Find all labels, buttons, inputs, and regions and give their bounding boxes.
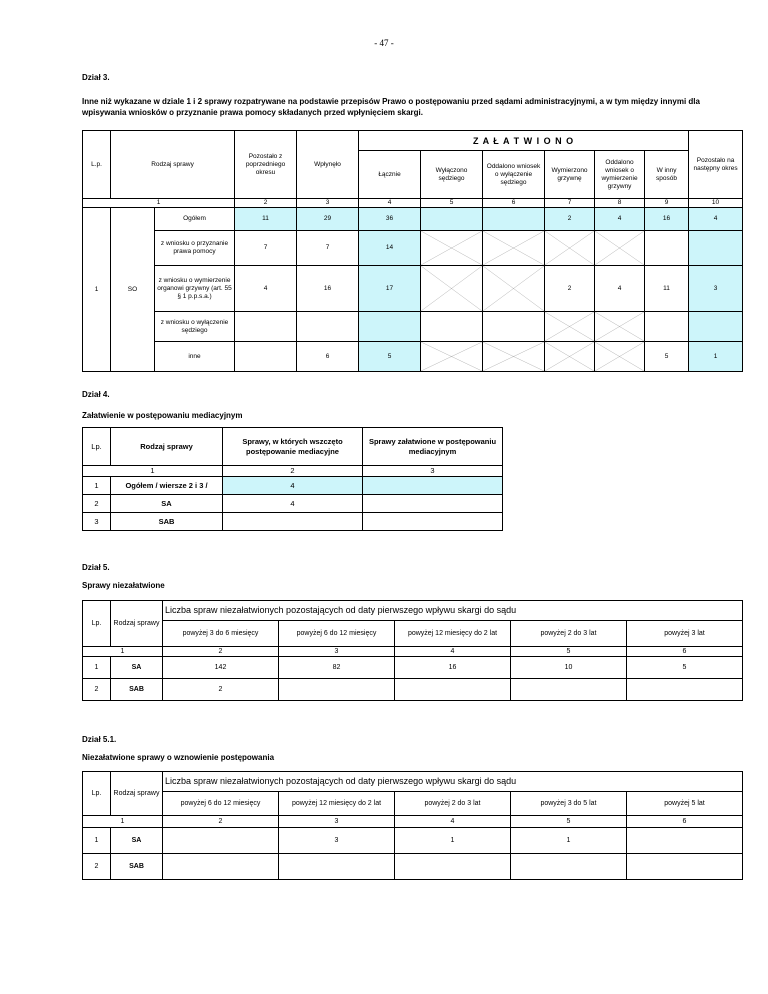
d4-h-wszczeto: Sprawy, w których wszczęto postępowanie mediacyjne [223, 428, 363, 466]
d51-r0-v4: 1 [511, 828, 627, 854]
d51-n5: 5 [511, 816, 627, 828]
d3-r0-c8: 4 [595, 208, 645, 231]
d3-r2-c7: 2 [545, 266, 595, 312]
d3-r1-x5 [421, 231, 483, 266]
dzial4-subtitle: Załatwienie w postępowaniu mediacyjnym [82, 411, 243, 420]
d3-r2-x6 [483, 266, 545, 312]
d4-n1: 1 [83, 466, 223, 477]
d51-r1-v4 [511, 854, 627, 880]
d5-r1-label: SAB [111, 679, 163, 701]
d3-h-lacznie: Łącznie [359, 151, 421, 199]
d3-h-rodzaj: Rodzaj sprawy [111, 131, 235, 199]
d4-r1-label: SA [111, 495, 223, 513]
d51-h-p2: powyżej 12 miesięcy do 2 lat [279, 792, 395, 816]
d5-r1-v1: 2 [163, 679, 279, 701]
d3-r4-c3: 6 [297, 342, 359, 372]
dzial5-table [82, 600, 743, 701]
d3-h-pozostalo-na: Pozostało na następny okres [689, 131, 743, 199]
d51-r1-v1 [163, 854, 279, 880]
d51-h-lp: Lp. [83, 772, 111, 816]
d3-r0-c5 [421, 208, 483, 231]
d51-r1-v2 [279, 854, 395, 880]
dzial5-title: Dział 5. [82, 563, 110, 572]
d3-r1-c9 [645, 231, 689, 266]
d5-n2: 2 [163, 647, 279, 657]
d3-r1-x6 [483, 231, 545, 266]
d5-r0-lp: 1 [83, 657, 111, 679]
d3-r3-label: z wniosku o wyłączenie sędziego [155, 312, 235, 342]
d5-r0-v1: 142 [163, 657, 279, 679]
d3-r1-c2: 7 [235, 231, 297, 266]
d5-h-p1: powyżej 3 do 6 miesięcy [163, 621, 279, 647]
d4-r1-lp: 2 [83, 495, 111, 513]
d3-r3-c10 [689, 312, 743, 342]
d3-r1-c3: 7 [297, 231, 359, 266]
d5-n1: 1 [83, 647, 163, 657]
d3-n9: 9 [645, 199, 689, 208]
d3-r4-c9: 5 [645, 342, 689, 372]
d3-h-wymierzono: Wymierzono grzywnę [545, 151, 595, 199]
d4-r0-c3 [363, 477, 503, 495]
d3-h-lp: L.p. [83, 131, 111, 199]
d3-r0-c10: 4 [689, 208, 743, 231]
dzial3-table [82, 130, 743, 372]
d4-r2-label: SAB [111, 513, 223, 531]
d5-r1-lp: 2 [83, 679, 111, 701]
d5-r0-v5: 5 [627, 657, 743, 679]
d3-h-wplynelo: Wpłynęło [297, 131, 359, 199]
d3-h-zalatwiono: Z A Ł A T W I O N O [359, 131, 689, 151]
d3-n10: 10 [689, 199, 743, 208]
d4-h-lp: Lp. [83, 428, 111, 466]
d3-r4-x7 [545, 342, 595, 372]
d3-n7: 7 [545, 199, 595, 208]
d5-h-p2: powyżej 6 do 12 miesięcy [279, 621, 395, 647]
d51-r0-lp: 1 [83, 828, 111, 854]
d51-r1-v3 [395, 854, 511, 880]
d3-r0-c7: 2 [545, 208, 595, 231]
d3-r0-c4: 36 [359, 208, 421, 231]
d3-r4-c4: 5 [359, 342, 421, 372]
d3-h-wylaczono: Wyłączono sędziego [421, 151, 483, 199]
d3-r2-c4: 17 [359, 266, 421, 312]
d51-n2: 2 [163, 816, 279, 828]
d3-r0-c6 [483, 208, 545, 231]
d4-h-rodzaj: Rodzaj sprawy [111, 428, 223, 466]
d5-r0-v2: 82 [279, 657, 395, 679]
dzial3-subtitle: Inne niż wykazane w dziale 1 i 2 sprawy rozpatrywane na podstawie przepisów Prawo o postępowaniu przed sądami administracyjnymi, a w tym między innymi dla wpisywania wniosków o przyznanie prawa pomocy składanych przed wpłynięciem skargi. [82, 97, 700, 117]
page-number: - 47 - [374, 38, 394, 48]
d3-r2-x5 [421, 266, 483, 312]
d5-r0-v4: 10 [511, 657, 627, 679]
d3-r3-x7 [545, 312, 595, 342]
d3-r3-c6 [483, 312, 545, 342]
d3-r0-label: Ogółem [155, 208, 235, 231]
d3-n3: 3 [297, 199, 359, 208]
d3-so: SO [111, 208, 155, 372]
d3-r2-c2: 4 [235, 266, 297, 312]
d3-r2-c10: 3 [689, 266, 743, 312]
d3-lp: 1 [83, 208, 111, 372]
d3-r1-x8 [595, 231, 645, 266]
d4-h-zalatwione: Sprawy załatwione w postępowaniu mediacyjnym [363, 428, 503, 466]
dzial5-subtitle: Sprawy niezałatwione [82, 581, 165, 590]
dzial51-table [82, 771, 743, 880]
d4-r2-c2 [223, 513, 363, 531]
d3-r3-c9 [645, 312, 689, 342]
d51-r1-v5 [627, 854, 743, 880]
d3-n2: 2 [235, 199, 297, 208]
d3-r4-c10: 1 [689, 342, 743, 372]
d51-r0-v1 [163, 828, 279, 854]
d3-r1-label: z wniosku o przyznanie prawa pomocy [155, 231, 235, 266]
d5-r0-v3: 16 [395, 657, 511, 679]
d3-n5: 5 [421, 199, 483, 208]
d3-r2-label: z wniosku o wymierzenie organowi grzywny (art. 55 § 1 p.p.s.a.) [155, 266, 235, 312]
d5-n5: 5 [511, 647, 627, 657]
d3-r2-c3: 16 [297, 266, 359, 312]
d3-n8: 8 [595, 199, 645, 208]
d3-r3-c5 [421, 312, 483, 342]
d3-r4-x8 [595, 342, 645, 372]
d3-r0-c9: 16 [645, 208, 689, 231]
d51-r0-v2: 3 [279, 828, 395, 854]
dzial4-title: Dział 4. [82, 390, 110, 399]
d4-n3: 3 [363, 466, 503, 477]
d3-n6: 6 [483, 199, 545, 208]
d5-h-lp: Lp. [83, 601, 111, 647]
d51-n6: 6 [627, 816, 743, 828]
d51-n1: 1 [83, 816, 163, 828]
d3-r2-c8: 4 [595, 266, 645, 312]
d51-n3: 3 [279, 816, 395, 828]
d3-h-inny: W inny sposób [645, 151, 689, 199]
d5-n4: 4 [395, 647, 511, 657]
d51-h-p3: powyżej 2 do 3 lat [395, 792, 511, 816]
d3-r3-x8 [595, 312, 645, 342]
d5-r1-v3 [395, 679, 511, 701]
d51-r0-v5 [627, 828, 743, 854]
d4-r1-c3 [363, 495, 503, 513]
d5-h-rodzaj: Rodzaj sprawy [111, 601, 163, 647]
d51-h-span: Liczba spraw niezałatwionych pozostających od daty pierwszego wpływu skargi do sądu [163, 772, 743, 792]
d4-r2-lp: 3 [83, 513, 111, 531]
d5-r1-v4 [511, 679, 627, 701]
d3-r3-c3 [297, 312, 359, 342]
d5-h-p5: powyżej 3 lat [627, 621, 743, 647]
dzial51-subtitle: Niezałatwione sprawy o wznowienie postępowania [82, 753, 275, 762]
dzial4-table [82, 427, 503, 531]
d51-n4: 4 [395, 816, 511, 828]
d5-r1-v2 [279, 679, 395, 701]
d3-r2-c9: 11 [645, 266, 689, 312]
d4-r1-c2: 4 [223, 495, 363, 513]
d3-r0-c2: 11 [235, 208, 297, 231]
d3-r1-x7 [545, 231, 595, 266]
d51-h-p4: powyżej 3 do 5 lat [511, 792, 627, 816]
d5-n6: 6 [627, 647, 743, 657]
d51-h-p5: powyżej 5 lat [627, 792, 743, 816]
d4-r0-label: Ogółem / wiersze 2 i 3 / [111, 477, 223, 495]
d5-r1-v5 [627, 679, 743, 701]
d4-r0-c2: 4 [223, 477, 363, 495]
d3-r4-x5 [421, 342, 483, 372]
d5-r0-label: SA [111, 657, 163, 679]
d4-r0-lp: 1 [83, 477, 111, 495]
d3-h-oddalono2: Oddalono wniosek o wymierzenie grzywny [595, 151, 645, 199]
dzial3-title: Dział 3. [82, 73, 110, 82]
d3-n1: 1 [83, 199, 235, 208]
d3-r1-c10 [689, 231, 743, 266]
d3-r4-c2 [235, 342, 297, 372]
d3-r4-x6 [483, 342, 545, 372]
d51-h-rodzaj: Rodzaj sprawy [111, 772, 163, 816]
d51-r1-label: SAB [111, 854, 163, 880]
d4-r2-c3 [363, 513, 503, 531]
d3-h-oddalono1: Oddalono wniosek o wyłączenie sędziego [483, 151, 545, 199]
d3-r3-c2 [235, 312, 297, 342]
d5-h-span: Liczba spraw niezałatwionych pozostających od daty pierwszego wpływu skargi do sądu [163, 601, 743, 621]
d4-n2: 2 [223, 466, 363, 477]
dzial51-title: Dział 5.1. [82, 735, 117, 744]
d51-r0-v3: 1 [395, 828, 511, 854]
d5-h-p3: powyżej 12 miesięcy do 2 lat [395, 621, 511, 647]
d3-r0-c3: 29 [297, 208, 359, 231]
d3-r3-c4 [359, 312, 421, 342]
d5-h-p4: powyżej 2 do 3 lat [511, 621, 627, 647]
d5-n3: 3 [279, 647, 395, 657]
d3-h-pozostalo-z: Pozostało z poprzedniego okresu [235, 131, 297, 199]
d3-r1-c4: 14 [359, 231, 421, 266]
d3-r4-label: inne [155, 342, 235, 372]
d51-r1-lp: 2 [83, 854, 111, 880]
d3-n4: 4 [359, 199, 421, 208]
d51-h-p1: powyżej 6 do 12 miesięcy [163, 792, 279, 816]
d51-r0-label: SA [111, 828, 163, 854]
